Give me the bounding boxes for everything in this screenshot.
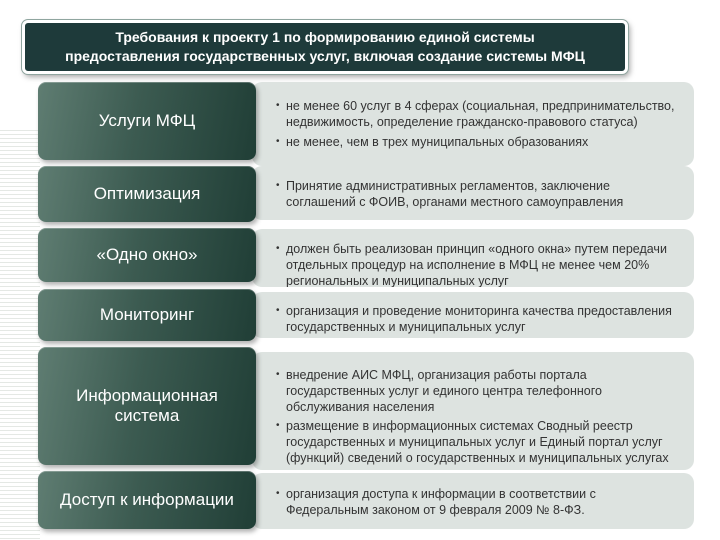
row-3-details (252, 229, 694, 287)
slide-title (22, 20, 628, 74)
row-4-label: Мониторинг (38, 289, 256, 341)
row-4-bullet-1: • организация и проведение мониторинга качества предоставления государственных и муниципальных услуг (278, 303, 676, 335)
row-2-label: Оптимизация (38, 166, 256, 222)
row-5-bullet-1: • внедрение АИС МФЦ, организация работы портала государственных услуг и единого центра телефонного обслуживания населения (278, 367, 676, 415)
row-5-label: Информационная система (38, 347, 256, 465)
row-3-label: «Одно окно» (38, 228, 256, 282)
row-2-bullet-1: • Принятие административных регламентов, заключение соглашений с ФОИВ, органами местного самоуправления (278, 178, 676, 210)
row-1-label: Услуги МФЦ (38, 82, 256, 160)
row-2-details (252, 166, 694, 220)
row-3-bullet-1: • должен быть реализован принцип «одного окна» путем передачи отдельных процедур на исполнение в МФЦ не менее чем 20% региональных и муниципальных услуг (278, 241, 676, 287)
row-1-bullet-1: • не менее 60 услуг в 4 сферах (социальная, предпринимательство, недвижимость, определение гражданско-правового статуса) (278, 98, 676, 130)
slide-title-line-2: предоставления государственных услуг, включая создание системы МФЦ (65, 48, 585, 64)
row-6-details (252, 473, 694, 529)
row-1-details (252, 82, 694, 166)
row-6-label: Доступ к информации (38, 471, 256, 529)
row-5-bullet-2: • размещение в информационных системах Сводный реестр государственных и муниципальных услуг и Единый портал услуг (функций) сведений о государственных и муниципальных услугах (278, 418, 676, 466)
row-5-details (252, 352, 694, 470)
row-1-bullet-2: • не менее, чем в трех муниципальных образованиях (278, 134, 676, 150)
row-6-bullet-1: • организация доступа к информации в соответствии с Федеральным законом от 9 февраля 2009 № 8-ФЗ. (278, 486, 676, 518)
decorative-stripes (0, 130, 40, 540)
row-4-details (252, 292, 694, 338)
slide-title-line-1: Требования к проекту 1 по формированию единой системы (115, 29, 535, 45)
